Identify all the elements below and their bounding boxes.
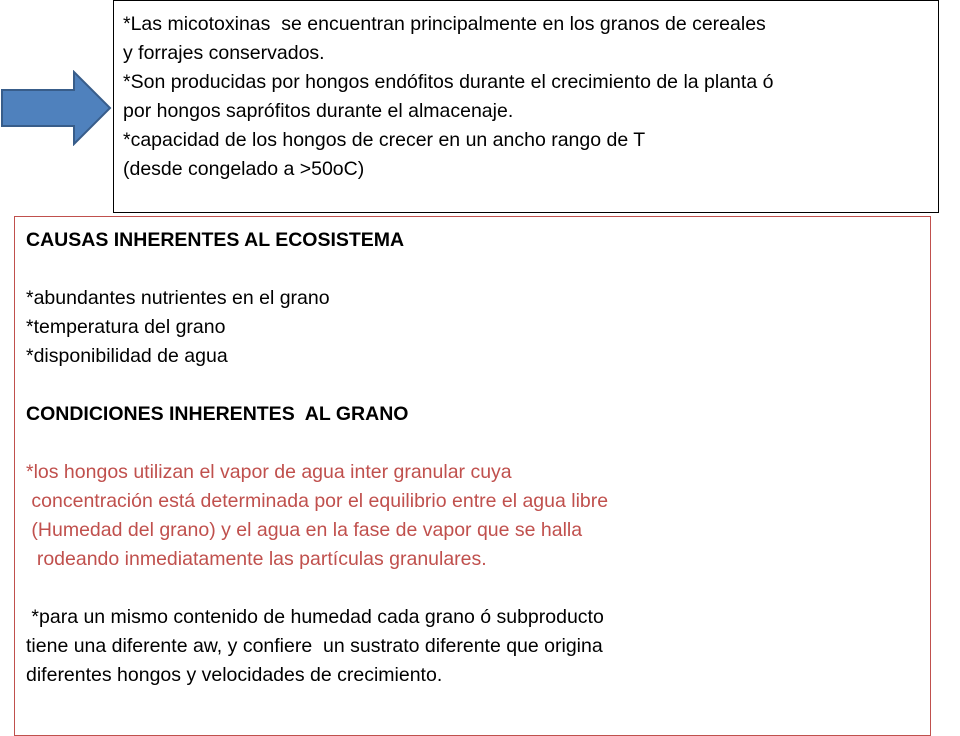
spacer [26, 255, 930, 284]
spacer [26, 371, 930, 400]
grain-red-line: rodeando inmediatamente las partículas granulares. [26, 548, 487, 570]
causes-box [14, 216, 931, 736]
summary-line-5: *capacidad de los hongos de crecer en un ancho rango de T [123, 129, 646, 151]
spacer [26, 429, 930, 458]
ecosystem-item: *disponibilidad de agua [26, 345, 228, 367]
summary-line-3: *Son producidas por hongos endófitos durante el crecimiento de la planta ó [123, 71, 774, 93]
summary-box [113, 0, 939, 213]
grain-red-line: concentración está determinada por el equilibrio entre el agua libre [26, 490, 609, 512]
summary-line-1: *Las micotoxinas se encuentran principalmente en los granos de cereales [123, 13, 766, 35]
ecosystem-item: *abundantes nutrientes en el grano [26, 287, 330, 309]
grain-heading: CONDICIONES INHERENTES AL GRANO [26, 403, 409, 425]
grain-red-line: (Humedad del grano) y el agua en la fase de vapor que se halla [26, 519, 583, 541]
grain-red-line: *los hongos utilizan el vapor de agua inter granular cuya [26, 461, 512, 483]
grain-black-line: *para un mismo contenido de humedad cada grano ó subproducto [26, 606, 604, 628]
right-arrow-icon [0, 70, 112, 146]
ecosystem-item: *temperatura del grano [26, 316, 226, 338]
summary-line-4: por hongos saprófitos durante el almacenaje. [123, 100, 514, 122]
summary-line-6: (desde congelado a >50oC) [123, 158, 365, 180]
spacer [26, 574, 930, 603]
grain-black-line: diferentes hongos y velocidades de crecimiento. [26, 664, 443, 686]
summary-line-2: y forrajes conservados. [123, 42, 325, 64]
grain-black-line: tiene una diferente aw, y confiere un sustrato diferente que origina [26, 635, 603, 657]
ecosystem-heading: CAUSAS INHERENTES AL ECOSISTEMA [26, 229, 405, 251]
